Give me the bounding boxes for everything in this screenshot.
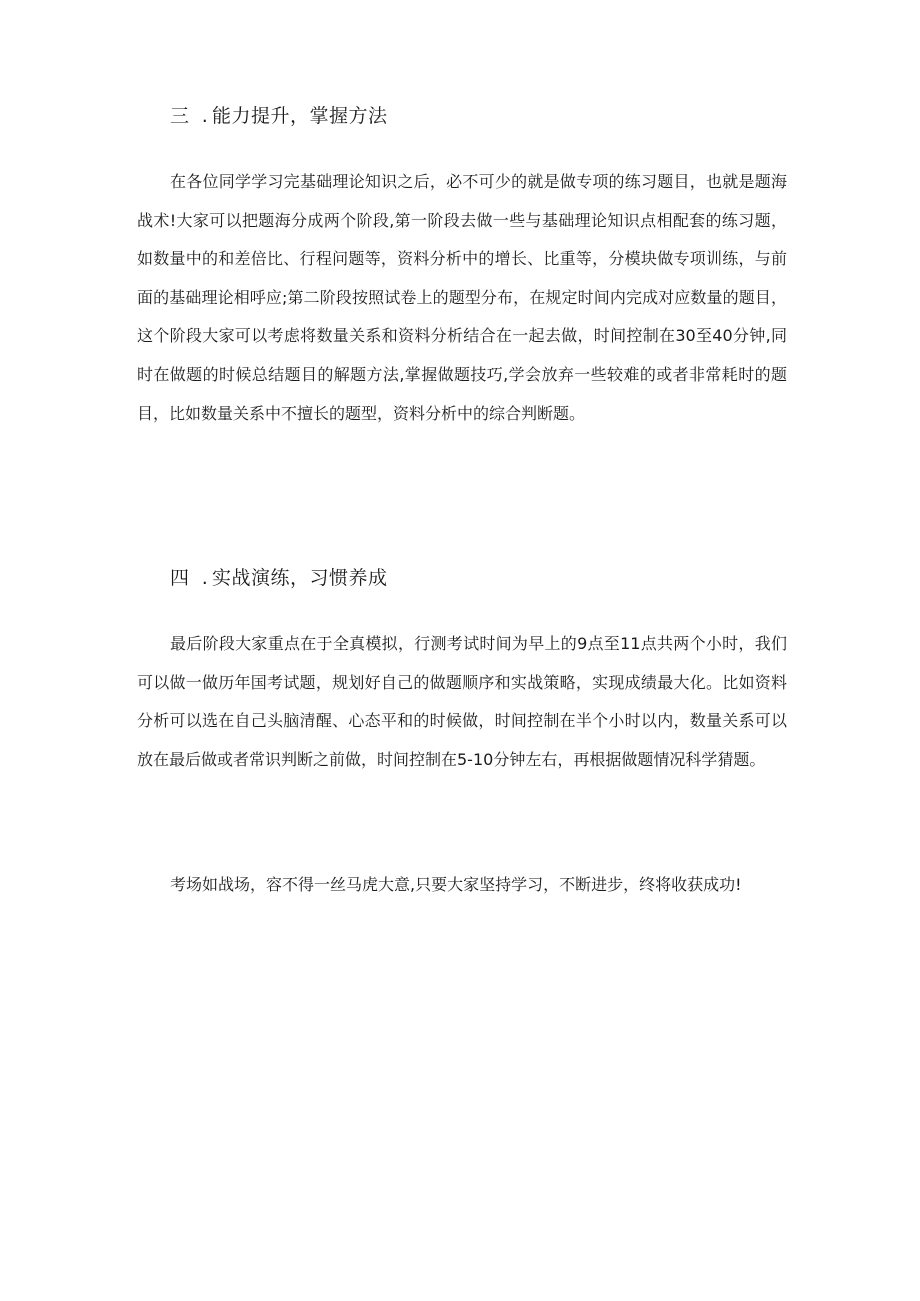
section-heading-4 (170, 566, 388, 590)
section-separator: . (201, 567, 209, 589)
section-number: 四 (170, 567, 190, 589)
section-4-paragraph: 最后阶段大家重点在于全真模拟，行测考试时间为早上的9点至11点共两个小时，我们可以做一做历年国考试题，规划好自己的做题顺序和实战策略，实现成绩最大化。比如资料分析可以选在自己头脑清醒、心态平和的时候做，时间控制在半个小时以内，数量关系可以放在最后做或者常识判断之前做，时间控制在5-10分钟左右，再根据做题情况科学猜题。 (137, 634, 787, 769)
section-heading-3 (170, 104, 388, 128)
section-title: 能力提升，掌握方法 (212, 105, 388, 127)
section-3-paragraph: 在各位同学学习完基础理论知识之后，必不可少的就是做专项的练习题目，也就是题海战术!大家可以把题海分成两个阶段,第一阶段去做一些与基础理论知识点相配套的练习题，如数量中的和差倍比、行程问题等，资料分析中的增长、比重等，分模块做专项训练，与前面的基础理论相呼应;第二阶段按照试卷上的题型分布，在规定时间内完成对应数量的题目，这个阶段大家可以考虑将数量关系和资料分析结合在一起去做，时间控制在30至40分钟,同时在做题的时候总结题目的解题方法,掌握做题技巧,学会放弃一些较难的或者非常耗时的题目，比如数量关系中不擅长的题型，资料分析中的综合判断题。 (137, 172, 787, 423)
section-number: 三 (170, 105, 190, 127)
closing-paragraph: 考场如战场，容不得一丝马虎大意,只要大家坚持学习，不断进步，终将收获成功! (170, 875, 742, 894)
section-separator: . (201, 105, 209, 127)
section-title: 实战演练，习惯养成 (212, 567, 388, 589)
